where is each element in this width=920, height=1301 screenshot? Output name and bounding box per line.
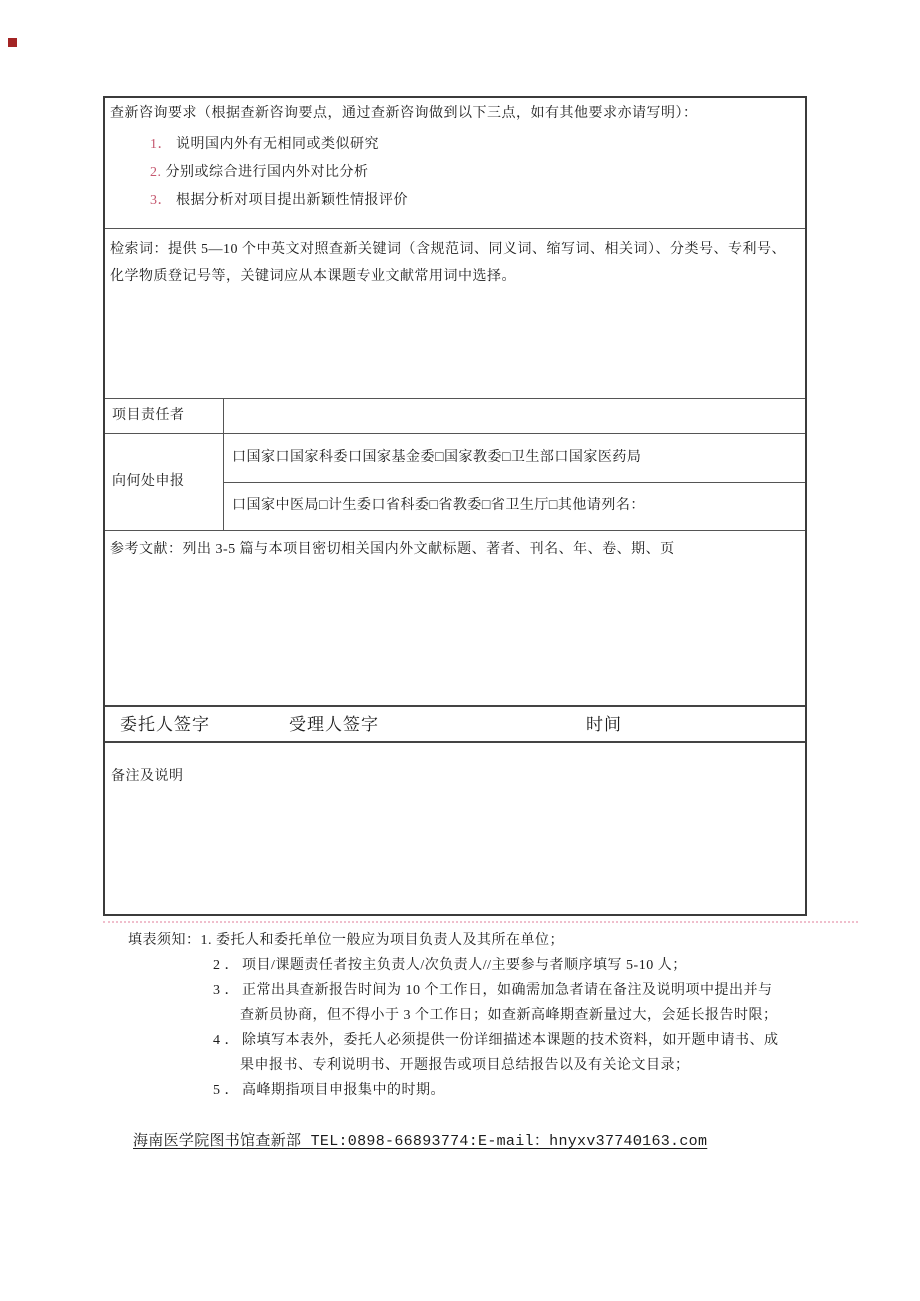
item-text: 根据分析对项目提出新颖性情报评价 [176, 193, 408, 208]
report-to-options [224, 434, 805, 530]
item-text: 说明国内外有无相同或类似研究 [176, 137, 379, 152]
consult-requirements-cell [105, 98, 805, 228]
item-text: 正常出具查新报告时间为 10 个工作日，如确需加急者请在备注及说明项中提出并与 [242, 983, 773, 998]
instructions-heading: 填表须知： [128, 933, 201, 948]
instruction-item-3-continued: 查新员协商，但不得小于 3 个工作日；如查新高峰期查新量过大，会延长报告时限； [240, 1008, 778, 1023]
item-number: 2 ． [213, 958, 239, 973]
instructions-line-1 [128, 928, 888, 953]
remarks-label: 备注及说明 [111, 769, 184, 784]
search-terms-text: 检索词：提供 5—10 个中英文对照查新关键词（含规范词、同义词、缩写词、相关词）、分类号、专利号、化学物质登记号等，关键词应从本课题专业文献常用词中选择。 [110, 242, 786, 284]
report-to-option-row-1: 口国家口国家科委口国家基金委□国家教委□卫生部口国家医药局 [232, 449, 642, 465]
acceptor-signature-label: 受理人签字 [289, 714, 379, 734]
search-terms-cell [105, 228, 805, 398]
filling-instructions [128, 928, 888, 1103]
item-number: 3． [150, 193, 172, 208]
project-leader-value [224, 399, 805, 433]
item-text: 项目/课题责任者按主负责人/次负责人//主要参与者顺序填写 5-10 人； [242, 958, 687, 973]
instruction-item-5 [213, 1078, 888, 1103]
report-to-label: 向何处申报 [105, 434, 224, 530]
instruction-item-4 [213, 1028, 888, 1053]
corner-red-mark-icon [8, 38, 17, 47]
client-signature-label: 委托人签字 [120, 714, 210, 734]
consult-item-3 [150, 193, 799, 208]
consult-item-1 [150, 137, 799, 152]
item-number: 3 ． [213, 983, 239, 998]
instruction-item-1: 1. 委托人和委托单位一般应为项目负责人及其所在单位； [200, 933, 564, 948]
project-leader-row [105, 398, 805, 433]
instruction-item-2 [213, 953, 888, 978]
instruction-item-4-continued: 果申报书、专利说明书、开题报告或项目总结报告以及有关论文目录； [240, 1058, 690, 1073]
consult-requirements-header: 查新咨询要求（根据查新咨询要点，通过查新咨询做到以下三点，如有其他要求亦请写明）： [110, 106, 698, 121]
project-leader-label: 项目责任者 [105, 399, 224, 433]
library-contact-footer: 海南医学院图书馆查新部 TEL:0898-66893774:E-mail：hnyxv3774Θ163.com [133, 1133, 708, 1150]
remarks-cell [105, 741, 805, 914]
report-to-row [105, 433, 805, 530]
item-number: 1． [150, 137, 172, 152]
references-cell [105, 530, 805, 705]
item-number: 4 ． [213, 1033, 239, 1048]
item-text: 高峰期指项目申报集中的时期。 [242, 1083, 445, 1098]
instruction-item-3 [213, 978, 888, 1003]
item-text: 除填写本表外，委托人必须提供一份详细描述本课题的技术资料，如开题申请书、成 [242, 1033, 779, 1048]
item-number: 2. [150, 165, 162, 180]
item-text: 分别或综合进行国内外对比分析 [165, 165, 369, 180]
signature-row [105, 705, 805, 741]
novelty-search-form-table [103, 96, 807, 916]
scan-artifact-dotted-line [103, 921, 858, 923]
references-text: 参考文献：列出 3-5 篇与本项目密切相关国内外文献标题、著者、刊名、年、卷、期、页 [110, 542, 675, 557]
report-to-option-row-2: 口国家中医局□计生委口省科委□省教委□省卫生厅□其他请列名： [224, 482, 805, 531]
time-label: 时间 [586, 714, 622, 734]
item-number: 5 ． [213, 1083, 239, 1098]
consult-item-2 [150, 165, 799, 180]
